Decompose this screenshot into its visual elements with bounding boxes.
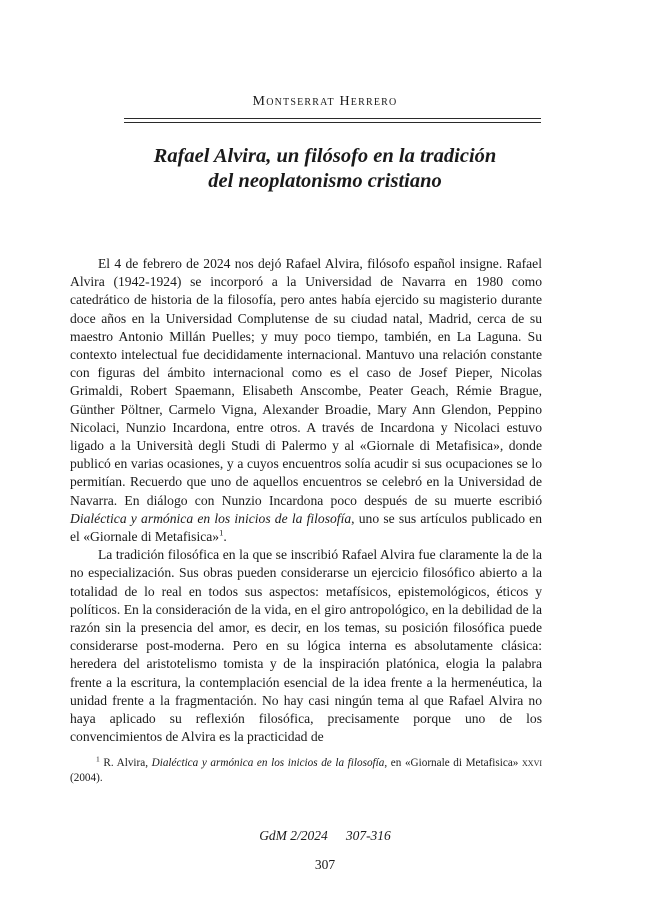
paragraph-1-text: El 4 de febrero de 2024 nos dejó Rafael Alvira, filósofo español insigne. Rafael Alvira (1942-1924) se incorporó a la Universidad de Navarra en 1980 como catedrático de historia de la filosofía, pero antes había ejercido su magisterio durante doce años en la Universidad Complutense de su ciudad natal, Madrid, cerca de su maestro Antonio Millán Puelles; y muy poco tiempo, también, en La Laguna. Su contexto intelectual fue decididamente internacional. Mantuvo una relación constante con figuras del ámbito internacional como es el caso de Josef Pieper, Nicolas Grimaldi, Robert Spaemann, Elisabeth Anscombe, Peater Geach, Rémie Brague, Günther Pöltner, Carmelo Vigna, Alexander Broadie, Mary Ann Glendon, Peppino Nicolaci, Nunzio Incardona, entre otros. A través de Incardona y Nicolaci estuvo ligado a la Università degli Studi di Palermo y al «Giornale di Metafisica», donde publicó en varias ocasiones, y a cuyos encuentros solía acudir si sus ocupaciones se lo permitían. Recuerdo que uno de aquellos encuentros se celebró en la Universidad de Navarra. En diálogo con Nunzio Incardona poco después de su muerte escribió [70,256,542,508]
footnote-work-title: Dialéctica y armónica en los inicios de la filosofía [151,757,385,769]
footnote-journal: , en «Giornale di Metafisica» [384,757,519,769]
footnote-author: R. Alvira, [103,757,149,769]
page-number: 307 [314,857,336,872]
paragraph-2: La tradición filosófica en la que se inscribió Rafael Alvira fue claramente la de la no especialización. Sus obras pueden considerarse un ejercicio filosófico abierto a la totalidad de lo real en todos sus aspectos: metafísicos, epistemológicos, éticos y políticos. En la consideración de la vida, en el giro antropológico, en la debilidad de la razón sin la presencia del amor, es decir, en los temas, su posición filosófica puede considerarse post-moderna. Pero en su lógica interna es absolutamente clásica: heredera del aristotelismo tomista y de la inspiración platónica, elogia la palabra frente a la escritura, la contemplación esencial de la idea frente a la hermenéutica, la unidad frente a la fragmentación. No hay casi ningún tema al que Rafael Alvira no haya aplicado su reflexión filosófica, precisamente porque uno de los convencimientos de Alvira es la practicidad de [70,547,542,745]
journal-reference [0,828,650,844]
article-body [70,255,542,746]
paragraph-1-text-cont: , uno se sus artículos publicado en el «Giornale di Metafisica» [70,510,543,545]
header-rule-top [124,118,541,119]
running-head-author: Montserrat Herrero [252,94,398,109]
article-title-line-2: del neoplatonismo cristiano [208,170,442,192]
footnote-reference[interactable]: 1 [219,527,224,538]
footnote [70,756,542,786]
footnote-year: (2004). [70,772,103,784]
journal-issue: GdM 2/2024 [259,828,328,843]
article-title [0,144,650,194]
footnote-number: 1 [96,754,100,764]
cited-work-title: Dialéctica y armónica en los inicios de la filosofía [70,510,352,526]
journal-page-range: 307-316 [345,828,391,843]
paragraph-1 [70,255,542,546]
paragraph-1-end: . [223,529,227,545]
footnote-volume: xxvi [522,757,543,769]
article-title-line-1: Rafael Alvira, un filósofo en la tradición [153,145,497,167]
header-rule-bottom [124,122,541,123]
